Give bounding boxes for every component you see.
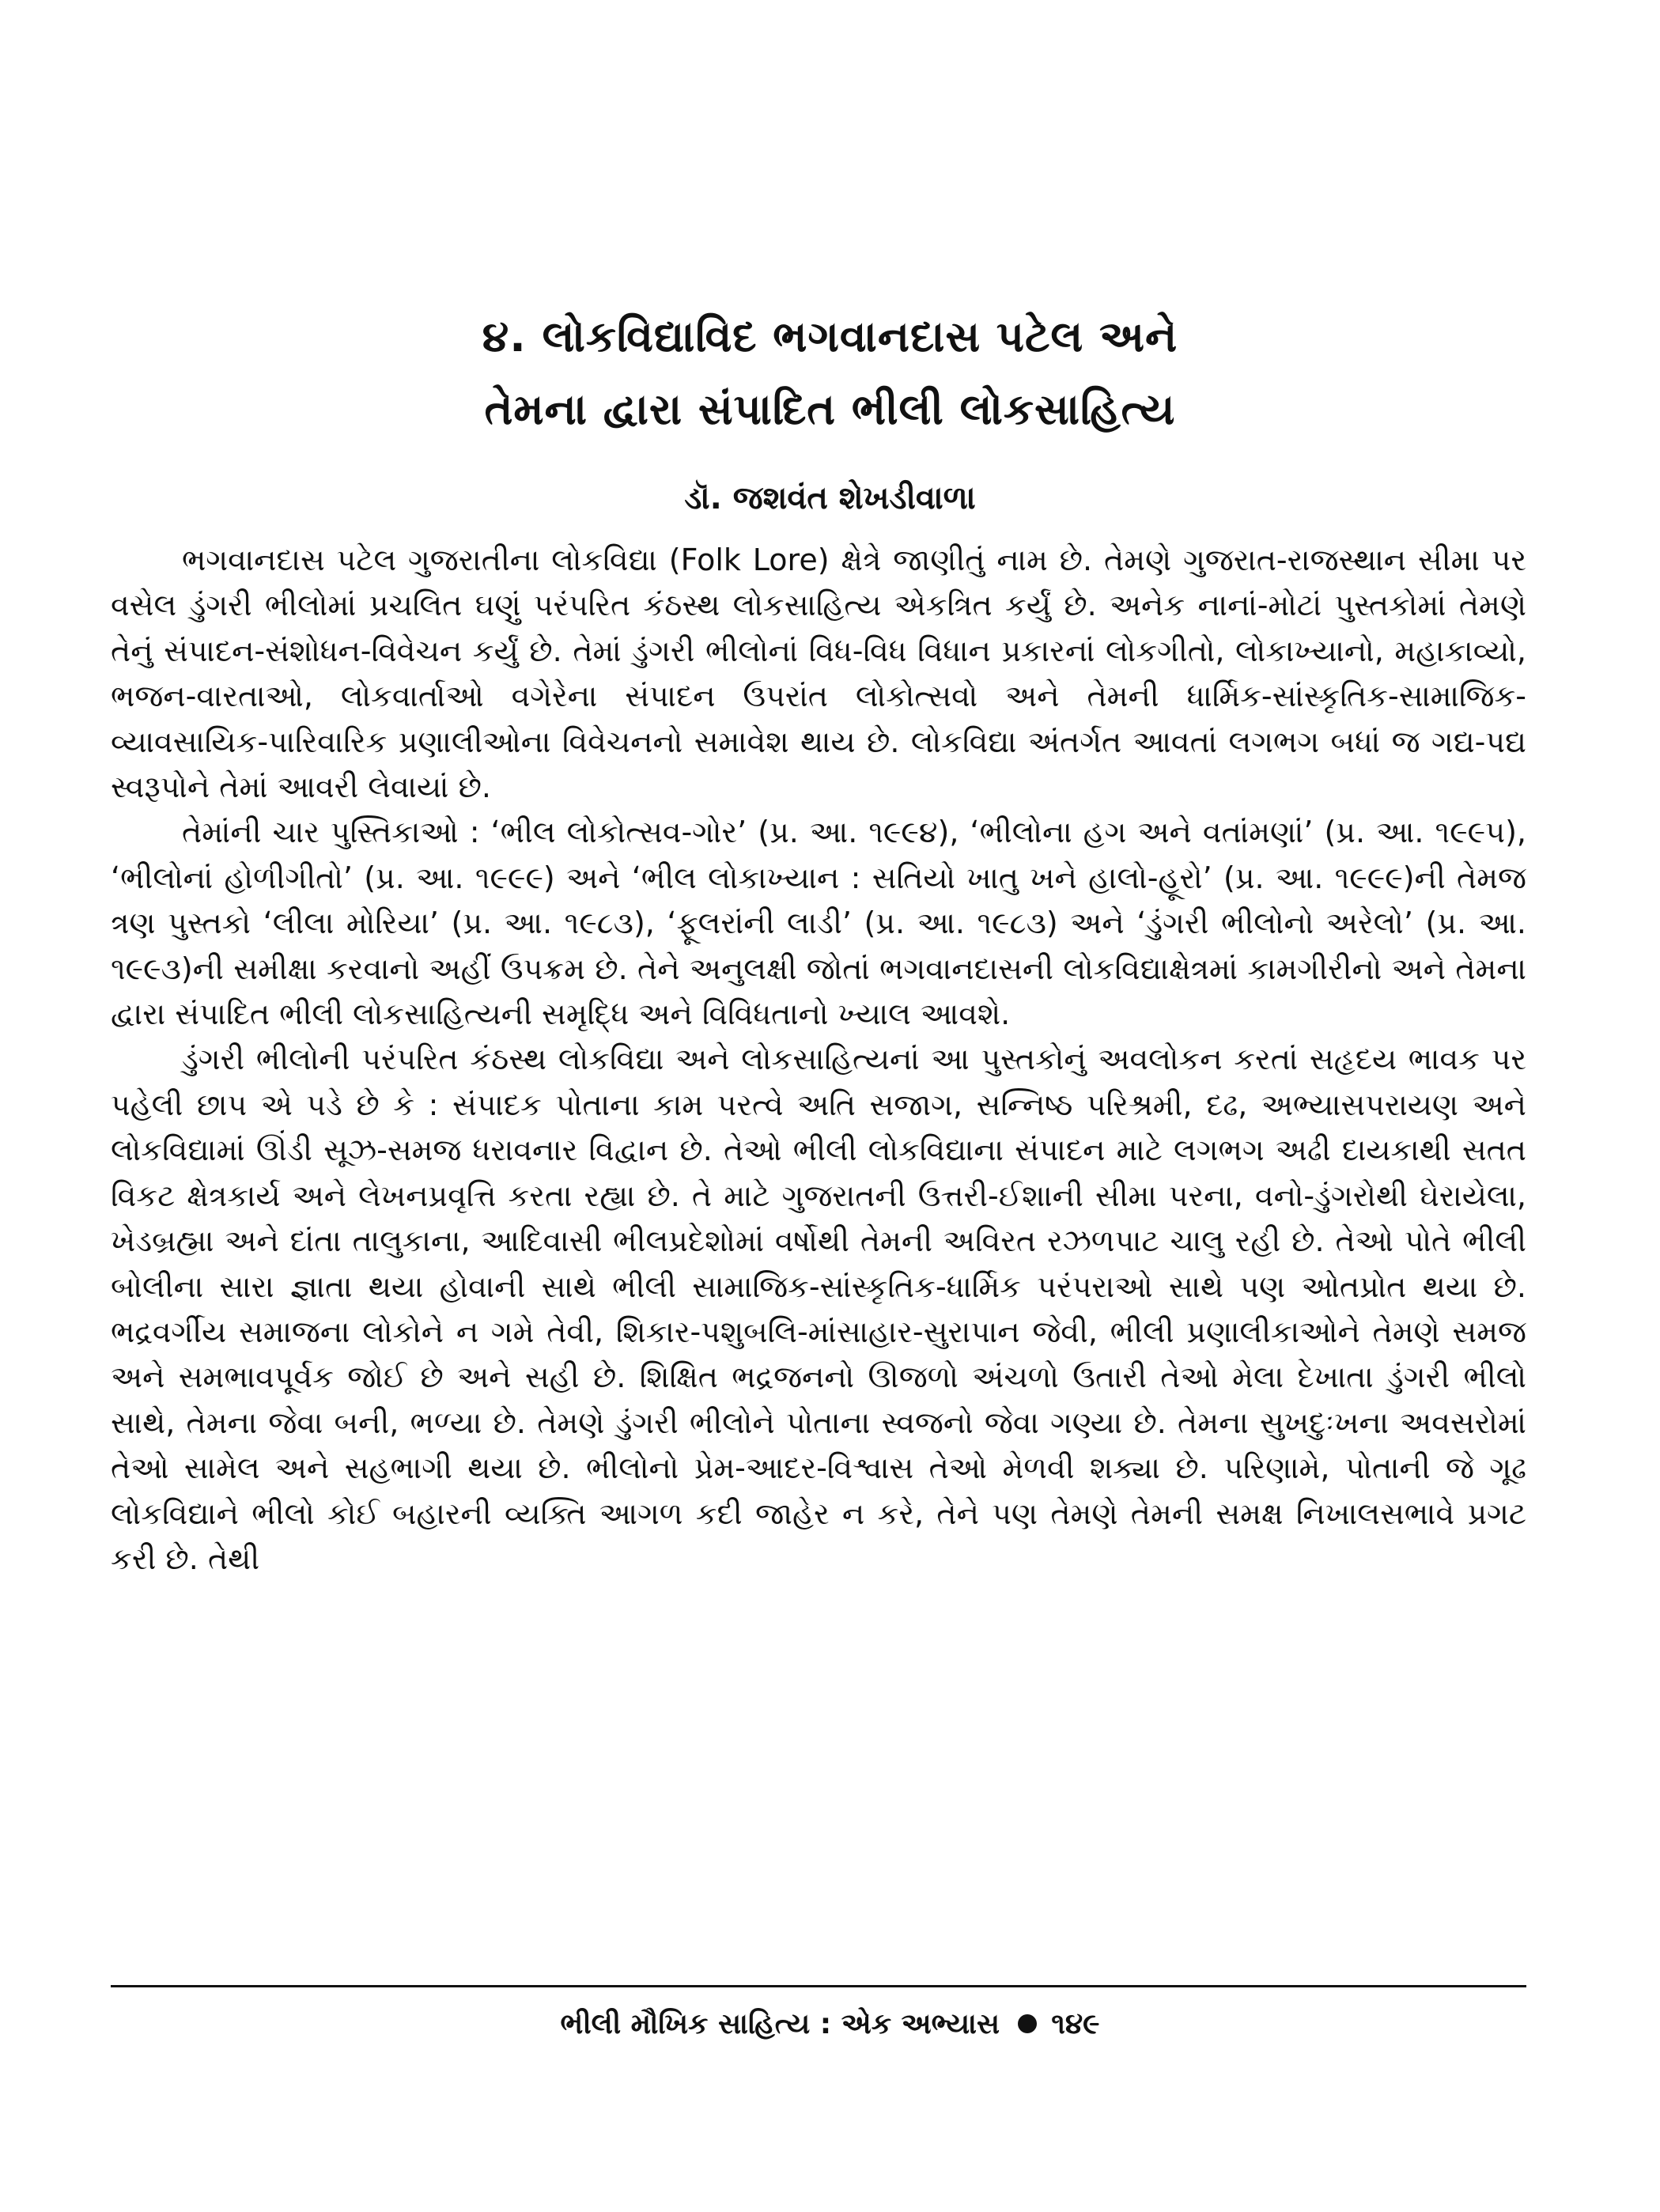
paragraph: તેમાંની ચાર પુસ્તિકાઓ : ‘ભીલ લોકોત્સવ-ગોર’ (પ્ર. આ. ૧૯૯૪), ‘ભીલોના હગ અને વતાંમણાં’ (પ્ર. આ. ૧૯૯૫), ‘ભીલોનાં હોળીગીતો’ (પ્ર. આ. ૧૯૯૯) અને ‘ભીલ લોકાખ્યાન : સતિયો ખાતુ ખને હાલો-હૂરો’ (પ્ર. આ. ૧૯૯૯)ની તેમજ ત્રણ પુસ્તકો ‘લીલા મોરિયા’ (પ્ર. આ. ૧૯૮૩), ‘ફૂલરાંની લાડી’ (પ્ર. આ. ૧૯૮૩) અને ‘ડુંગરી ભીલોનો અરેલો’ (પ્ર. આ. ૧૯૯૩)ની સમીક્ષા કરવાનો અહીં ઉપક્રમ છે. તેને અનુલક્ષી જોતાં ભગવાનદાસની લોકવિદ્યાક્ષેત્રમાં કામગીરીનો અને તેમના દ્વારા સંપાદિત ભીલી લોકસાહિત્યની સમૃદ્ધિ અને વિવિધતાનો ખ્યાલ આવશે. xyxy=(111,815,1526,1032)
page-number: ૧૪૯ xyxy=(1051,2008,1100,2040)
author-name: ડૉ. જશવંત શેખડીવાળા xyxy=(684,480,976,516)
chapter-title-line-2: તેમના દ્વારા સંપાદિત ભીલી લોકસાહિત્ય xyxy=(484,384,1176,434)
chapter-title xyxy=(0,301,1660,446)
footer-book-title: ભીલી મૌખિક સાહિત્ય : એક અભ્યાસ xyxy=(560,2008,1000,2040)
bullet-icon xyxy=(1018,2014,1037,2033)
paragraph: ભગવાનદાસ પટેલ ગુજરાતીના લોકવિદ્યા (Folk Lore) ક્ષેત્રે જાણીતું નામ છે. તેમણે ગુજરાત-રાજસ્થાન સીમા પર વસેલ ડુંગરી ભીલોમાં પ્રચલિત ઘણું પરંપરિત કંઠસ્થ લોકસાહિત્ય એકત્રિત કર્યું છે. અનેક નાનાં-મોટાં પુસ્તકોમાં તેમણે તેનું સંપાદન-સંશોધન-વિવેચન કર્યું છે. તેમાં ડુંગરી ભીલોનાં વિધ-વિધ વિધાન પ્રકારનાં લોકગીતો, લોકાખ્યાનો, મહાકાવ્યો, ભજન-વારતાઓ, લોકવાર્તાઓ વગેરેના સંપાદન ઉપરાંત લોકોત્સવો અને તેમની ધાર્મિક-સાંસ્કૃતિક-સામાજિક-વ્યાવસાયિક-પારિવારિક પ્રણાલીઓના વિવેચનનો સમાવેશ થાય છે. લોકવિદ્યા અંતર્ગત આવતાં લગભગ બધાં જ ગદ્ય-પદ્ય સ્વરૂપોને તેમાં આવરી લેવાયાં છે. xyxy=(111,543,1526,805)
page-footer xyxy=(0,2001,1660,2048)
chapter-title-line-1: ૪. લોકવિદ્યાવિદ ભગવાનદાસ પટેલ અને xyxy=(482,312,1178,361)
article-body xyxy=(111,538,1526,1582)
paragraph: ડુંગરી ભીલોની પરંપરિત કંઠસ્થ લોકવિદ્યા અને લોકસાહિત્યનાં આ પુસ્તકોનું અવલોકન કરતાં સહૃદય ભાવક પર પહેલી છાપ એ પડે છે કે : સંપાદક પોતાના કામ પરત્વે અતિ સજાગ, સન્નિષ્ઠ પરિશ્રમી, દઢ, અભ્યાસપરાયણ અને લોકવિદ્યામાં ઊંડી સૂઝ-સમજ ધરાવનાર વિદ્વાન છે. તેઓ ભીલી લોકવિદ્યાના સંપાદન માટે લગભગ અઢી દાયકાથી સતત વિકટ ક્ષેત્રકાર્ય અને લેખનપ્રવૃત્તિ કરતા રહ્યા છે. તે માટે ગુજરાતની ઉત્તરી-ઈશાની સીમા પરના, વનો-ડુંગરોથી ઘેરાયેલા, ખેડબ્રહ્મા અને દાંતા તાલુકાના, આદિવાસી ભીલપ્રદેશોમાં વર્ષોથી તેમની અવિરત રઝળપાટ ચાલુ રહી છે. તેઓ પોતે ભીલી બોલીના સારા જ્ઞાતા થયા હોવાની સાથે ભીલી સામાજિક-સાંસ્કૃતિક-ધાર્મિક પરંપરાઓ સાથે પણ ઓતપ્રોત થયા છે. ભદ્રવર્ગીય સમાજના લોકોને ન ગમે તેવી, શિકાર-પશુબલિ-માંસાહાર-સુરાપાન જેવી, ભીલી પ્રણાલીકાઓને તેમણે સમજ અને સમભાવપૂર્વક જોઈ છે અને સહી છે. શિક્ષિત ભદ્રજનનો ઊજળો અંચળો ઉતારી તેઓ મેલા દેખાતા ડુંગરી ભીલો સાથે, તેમના જેવા બની, ભળ્યા છે. તેમણે ડુંગરી ભીલોને પોતાના સ્વજનો જેવા ગણ્યા છે. તેમના સુખદુઃખના અવસરોમાં તેઓ સામેલ અને સહભાગી થયા છે. ભીલોનો પ્રેમ-આદર-વિશ્વાસ તેઓ મેળવી શક્યા છે. પરિણામે, પોતાની જે ગૂઢ લોકવિદ્યાને ભીલો કોઈ બહારની વ્યક્તિ આગળ કદી જાહેર ન કરે, તેને પણ તેમણે તેમની સમક્ષ નિખાલસભાવે પ્રગટ કરી છે. તેથી xyxy=(111,1042,1526,1576)
footer-divider xyxy=(111,1985,1526,1987)
